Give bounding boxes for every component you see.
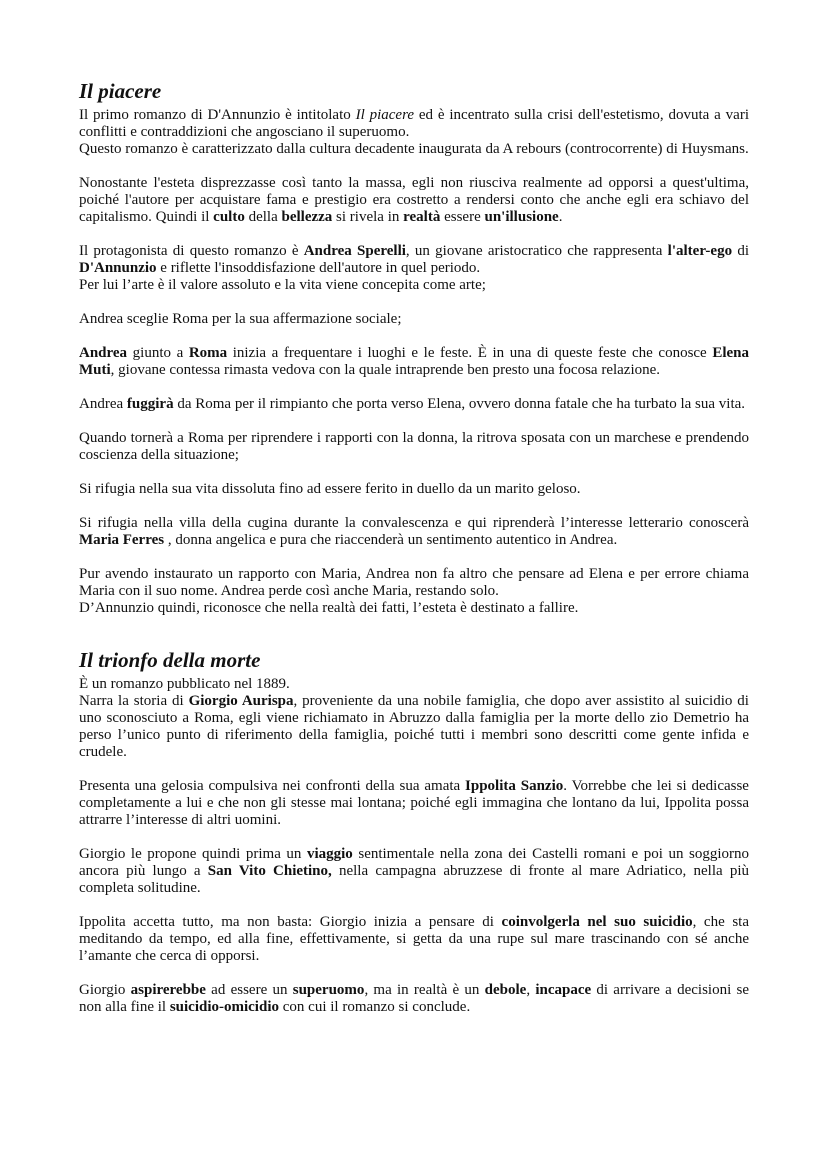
paragraph-suicide: Ippolita accetta tutto, ma non basta: Giorgio inizia a pensare di coinvolgerla nel suo suicidio, che sta meditando da tempo, ed alla fine, effettivamente, si getta da una rupe sul mare trascinando con sé anche l’amante che cerca di opporsi. <box>79 914 749 964</box>
paragraph-duel: Si rifugia nella sua vita dissoluta fino ad essere ferito in duello da un marito geloso. <box>79 481 581 497</box>
paragraph-return: Quando tornerà a Roma per riprendere i rapporti con la donna, la ritrova sposata con un marchese e prendendo coscienza della situazione; <box>79 430 749 463</box>
paragraph-art-value: Per lui l’arte è il valore assoluto e la vita viene concepita come arte; <box>79 277 486 293</box>
paragraph-elena-muti: Andrea giunto a Roma inizia a frequentare i luoghi e le feste. È in una di queste feste che conosce Elena Muti, giovane contessa rimasta vedova con la quale intraprende ben presto una focosa relazione. <box>79 345 749 378</box>
paragraph-decadent-culture: Questo romanzo è caratterizzato dalla cultura decadente inaugurata da A rebours (controcorrente) di Huysmans. <box>79 141 749 157</box>
book-title-italic: Il piacere <box>355 107 415 123</box>
paragraph-maria-lost: Pur avendo instaurato un rapporto con Maria, Andrea non fa altro che pensare ad Elena e per errore chiama Maria con il suo nome. Andrea perde così anche Maria, restando solo. <box>79 566 749 599</box>
paragraph-protagonist: Il protagonista di questo romanzo è Andrea Sperelli, un giovane aristocratico che rappresenta l'alter-ego di D'Annunzio e riflette l'insoddisfazione dell'autore in quel periodo. <box>79 243 750 276</box>
paragraph-ippolita-sanzio: Presenta una gelosia compulsiva nei confronti della sua amata Ippolita Sanzio. Vorrebbe che lei si dedicasse completamente a lui e che non gli stesse mai lontana; poiché egli immagina che lontano da lui, Ippolita possa attrarre l’interesse di altri uomini. <box>79 778 749 828</box>
section-title-il-piacere: Il piacere <box>79 79 162 103</box>
paragraph-publication: È un romanzo pubblicato nel 1889. <box>79 676 290 692</box>
paragraph-superuomo: Giorgio aspirerebbe ad essere un superuomo, ma in realtà è un debole, incapace di arrivare a decisioni se non alla fine il suicidio-omicidio con cui il romanzo si conclude. <box>79 982 749 1015</box>
paragraph-conclusion: D’Annunzio quindi, riconosce che nella realtà dei fatti, l’esteta è destinato a fallire. <box>79 600 579 616</box>
paragraph-journey: Giorgio le propone quindi prima un viaggio sentimentale nella zona dei Castelli romani e poi un soggiorno ancora più lungo a San Vito Chietino, nella campagna abruzzese di fronte al mare Adriatico, nella più completa solitudine. <box>79 846 750 896</box>
paragraph-flight: Andrea fuggirà da Roma per il rimpianto che porta verso Elena, ovvero donna fatale che ha turbato la sua vita. <box>79 396 746 412</box>
paragraph-intro: Il primo romanzo di D'Annunzio è intitolato Il piacere ed è incentrato sulla crisi dell'estetismo, dovuta a vari conflitti e contraddizioni che angosciano il superuomo. <box>79 107 749 140</box>
section-title-trionfo-della-morte: Il trionfo della morte <box>79 648 261 672</box>
paragraph-rome-choice: Andrea sceglie Roma per la sua affermazione sociale; <box>79 311 402 327</box>
document-page <box>79 79 749 1016</box>
paragraph-giorgio-aurispa: Narra la storia di Giorgio Aurispa, proveniente da una nobile famiglia, che dopo aver assistito al suicidio di uno sconosciuto a Roma, egli viene richiamato in Abruzzo dalla famiglia per la morte dello zio Demetrio ha perso l’unico punto di riferimento della famiglia, poiché tutti i membri sono descritti come gente infida e crudele. <box>79 693 749 760</box>
paragraph-maria-ferres: Si rifugia nella villa della cugina durante la convalescenza e qui riprenderà l’interesse letterario conoscerà Maria Ferres , donna angelica e pura che riaccenderà un sentimento autentico in Andrea. <box>79 515 749 548</box>
paragraph-esteta-massa: Nonostante l'esteta disprezzasse così tanto la massa, egli non riusciva realmente ad opporsi a quest'ultima, poiché l'autore per acquistare fama e prestigio era costretto a rendersi conto che anche egli era schiavo del capitalismo. Quindi il culto della bellezza si rivela in realtà essere un'illusione. <box>79 175 749 225</box>
